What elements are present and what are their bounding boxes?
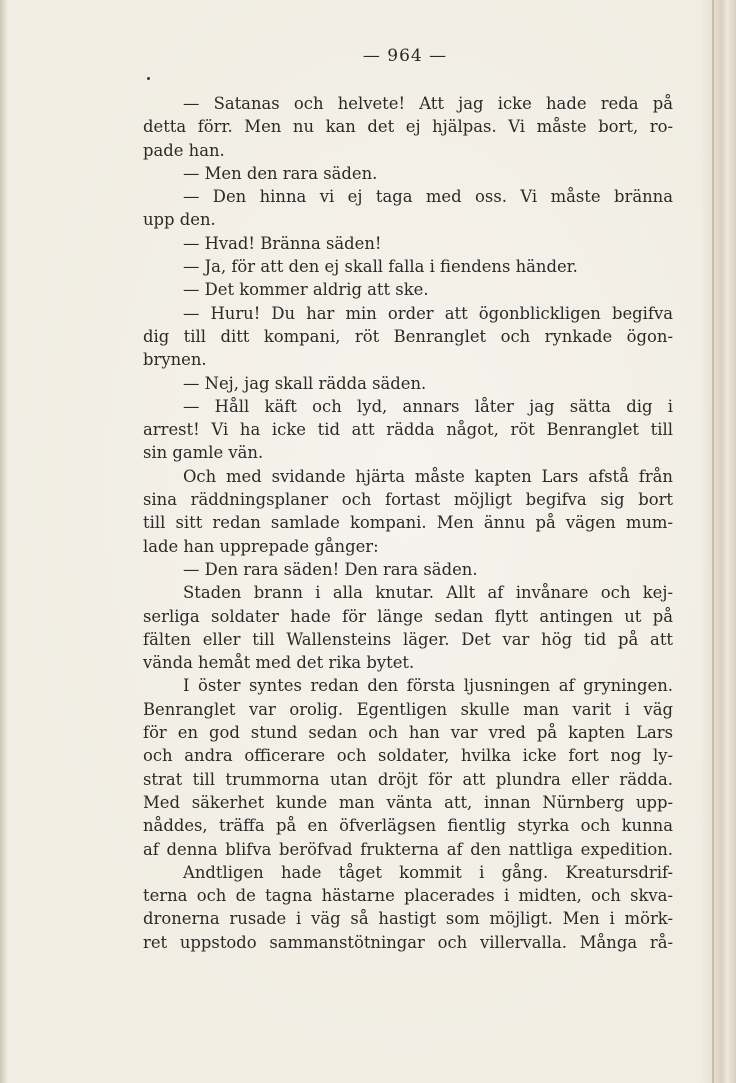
text-line: lade han upprepade gånger: <box>143 536 379 556</box>
text-line: Staden brann i alla knutar. Allt af invånare och kej- <box>183 583 673 603</box>
body-text <box>143 92 673 954</box>
ink-speck <box>147 77 150 80</box>
text-line: — Den rara säden! Den rara säden. <box>183 559 478 579</box>
text-line: fälten eller till Wallensteins läger. Det var hög tid på att <box>143 629 673 649</box>
text-line: brynen. <box>143 350 207 370</box>
text-line: — Hvad! Bränna säden! <box>183 233 382 253</box>
text-line: — Men den rara säden. <box>183 163 378 183</box>
text-line: pade han. <box>143 140 225 160</box>
text-line: — Håll käft och lyd, annars låter jag sätta dig i <box>183 396 673 416</box>
page-right-edge <box>700 0 736 1083</box>
text-line: — Det kommer aldrig att ske. <box>183 280 429 300</box>
text-line: upp den. <box>143 210 216 230</box>
text-line: — Den hinna vi ej taga med oss. Vi måste bränna <box>183 187 673 207</box>
text-line: till sitt redan samlade kompani. Men ännu på vägen mum- <box>143 513 673 533</box>
text-line: för en god stund sedan och han var vred på kapten Lars <box>143 723 673 743</box>
binding-line <box>712 0 714 1083</box>
text-line: Benranglet var orolig. Egentligen skulle man varit i väg <box>143 699 673 719</box>
text-line: dig till ditt kompani, röt Benranglet och rynkade ögon- <box>143 326 673 346</box>
text-line: ret uppstodo sammanstötningar och villervalla. Många rå- <box>143 932 673 952</box>
text-line: sin gamle vän. <box>143 443 264 463</box>
text-line: arrest! Vi ha icke tid att rädda något, röt Benranglet till <box>143 420 673 440</box>
text-line: dronerna rusade i väg så hastigt som möjligt. Men i mörk- <box>143 909 673 929</box>
page-left-edge <box>0 0 8 1083</box>
text-line: Med säkerhet kunde man vänta att, innan Nürnberg upp- <box>143 792 673 812</box>
text-line: strat till trummorna utan dröjt för att plundra eller rädda. <box>143 769 673 789</box>
text-line: nåddes, träffa på en öfverlägsen fientlig styrka och kunna <box>143 816 673 836</box>
text-line: — Ja, för att den ej skall falla i fiendens händer. <box>183 257 578 277</box>
text-line: Och med svidande hjärta måste kapten Lars afstå från <box>183 466 673 486</box>
text-line: Andtligen hade tåget kommit i gång. Kreatursdrif- <box>183 862 673 882</box>
text-line: terna och de tagna hästarne placerades i midten, och skva- <box>143 886 673 906</box>
text-line: och andra officerare och soldater, hvilka icke fort nog ly- <box>143 746 673 766</box>
text-line: sina räddningsplaner och fortast möjligt begifva sig bort <box>143 490 673 510</box>
page-number: — 964 — <box>362 46 448 66</box>
text-line: — Satanas och helvete! Att jag icke hade reda på <box>183 94 673 113</box>
text-line: — Huru! Du har min order att ögonblickligen begifva <box>183 303 673 323</box>
text-line: detta förr. Men nu kan det ej hjälpas. Vi måste bort, ro- <box>143 117 673 137</box>
text-line: af denna blifva beröfvad frukterna af den nattliga expedition. <box>143 839 673 859</box>
text-line: serliga soldater hade för länge sedan flytt antingen ut på <box>143 606 673 626</box>
text-line: I öster syntes redan den första ljusningen af gryningen. <box>183 676 673 696</box>
text-line: vända hemåt med det rika bytet. <box>143 653 415 673</box>
text-line: — Nej, jag skall rädda säden. <box>183 373 427 393</box>
